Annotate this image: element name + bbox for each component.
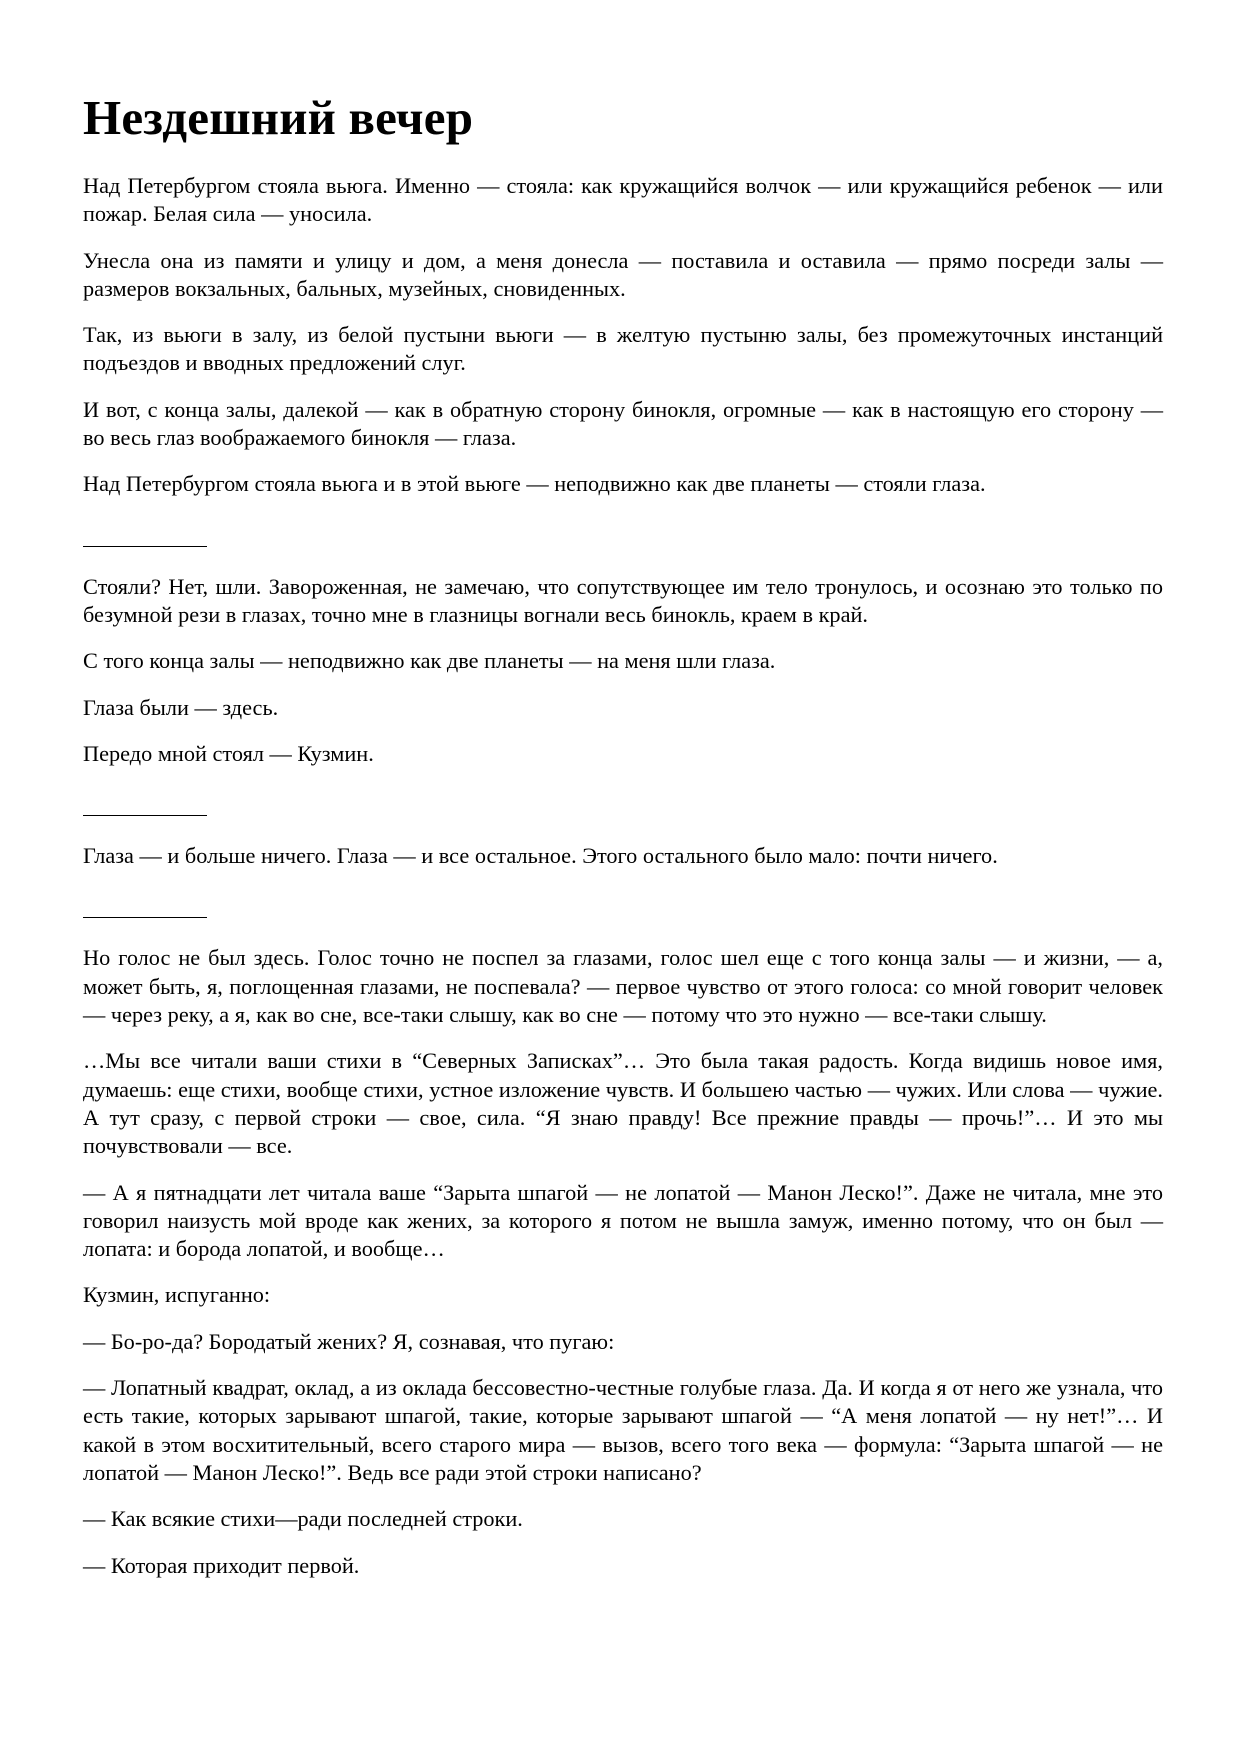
paragraph: Глаза — и больше ничего. Глаза — и все остальное. Этого остального было мало: почти ничего.: [83, 843, 998, 869]
paragraph: Над Петербургом стояла вьюга и в этой вьюге — неподвижно как две планеты — стояли глаза.: [83, 471, 986, 497]
section-separator: [83, 517, 1163, 555]
paragraph: Но голос не был здесь. Голос точно не поспел за глазами, голос шел еще с того конца залы — и жизни, — а, может быть, я, поглощенная глазами, не поспевала? — первое чувство от этого голоса: со мной говорит человек — через реку, а я, как во сне, все-таки слышу, как во сне — потому что это нужно — все-таки слышу.: [83, 945, 1163, 1028]
paragraph: — Как всякие стихи—ради последней строки.: [83, 1506, 523, 1532]
separator-rule: [83, 917, 207, 918]
paragraph: Кузмин, испуганно:: [83, 1282, 271, 1308]
section-separator: [83, 888, 1163, 926]
paragraph: Стояли? Нет, шли. Завороженная, не замечаю, что сопутствующее им тело тронулось, и осознаю это только по безумной рези в глазах, точно мне в глазницы вогнали весь бинокль, краем в край.: [83, 573, 1163, 627]
paragraph: И вот, с конца залы, далекой — как в обратную сторону бинокля, огромные — как в настоящую его сторону — во весь глаз воображаемого бинокля — глаза.: [83, 396, 1163, 451]
separator-rule: [83, 546, 207, 547]
paragraph: С того конца залы — неподвижно как две планеты — на меня шли глаза.: [83, 648, 776, 674]
paragraph: — А я пятнадцати лет читала ваше “Зарыта шпагой — не лопатой — Манон Леско!”. Даже не читала, мне это говорил наизусть мой вроде как жених, за которого я потом не вышла замуж, именно потому, что он был — лопата: и борода лопатой, и вообще…: [83, 1179, 1163, 1262]
paragraph: Над Петербургом стояла вьюга. Именно — стояла: как кружащийся волчок — или кружащийся ребенок — или пожар. Белая сила — уносила.: [83, 173, 1163, 227]
document-title: Нездешний вечер: [83, 90, 474, 145]
paragraph: Глаза были — здесь.: [83, 694, 279, 720]
section-separator: [83, 786, 1163, 824]
paragraph: Передо мной стоял — Кузмин.: [83, 740, 374, 766]
paragraph: …Мы все читали ваши стихи в “Северных Записках”… Это была такая радость. Когда видишь новое имя, думаешь: еще стихи, вообще стихи, устное изложение чувств. И большею частью — чужих. Или слова — чужие. А тут сразу, с первой строки — свое, сила. “Я знаю правду! Все прежние правды — прочь!”… И это мы почувствовали — все.: [83, 1048, 1163, 1159]
paragraph: — Бо-ро-да? Бородатый жених? Я, сознавая, что пугаю:: [83, 1328, 615, 1354]
paragraph: Так, из вьюги в залу, из белой пустыни вьюги — в желтую пустыню залы, без промежуточных инстанций подъездов и вводных предложений слуг.: [83, 322, 1163, 376]
paragraph: — Которая приходит первой.: [83, 1552, 360, 1578]
separator-rule: [83, 815, 207, 816]
paragraph: Унесла она из памяти и улицу и дом, а меня донесла — поставила и оставила — прямо посреди залы — размеров вокзальных, бальных, музейных, сновиденных.: [83, 247, 1163, 301]
paragraph: — Лопатный квадрат, оклад, а из оклада бессовестно-честные голубые глаза. Да. И когда я от него же узнала, что есть такие, которых зарывают шпагой, такие, которые зарывают шпагой — “А меня лопатой — ну нет!”… И какой в этом восхитительный, всего старого мира — вызов, всего того века — формула: “Зарыта шпагой — не лопатой — Манон Леско!”. Ведь все ради этой строки написано?: [83, 1375, 1163, 1485]
document-page: [83, 88, 1163, 1580]
